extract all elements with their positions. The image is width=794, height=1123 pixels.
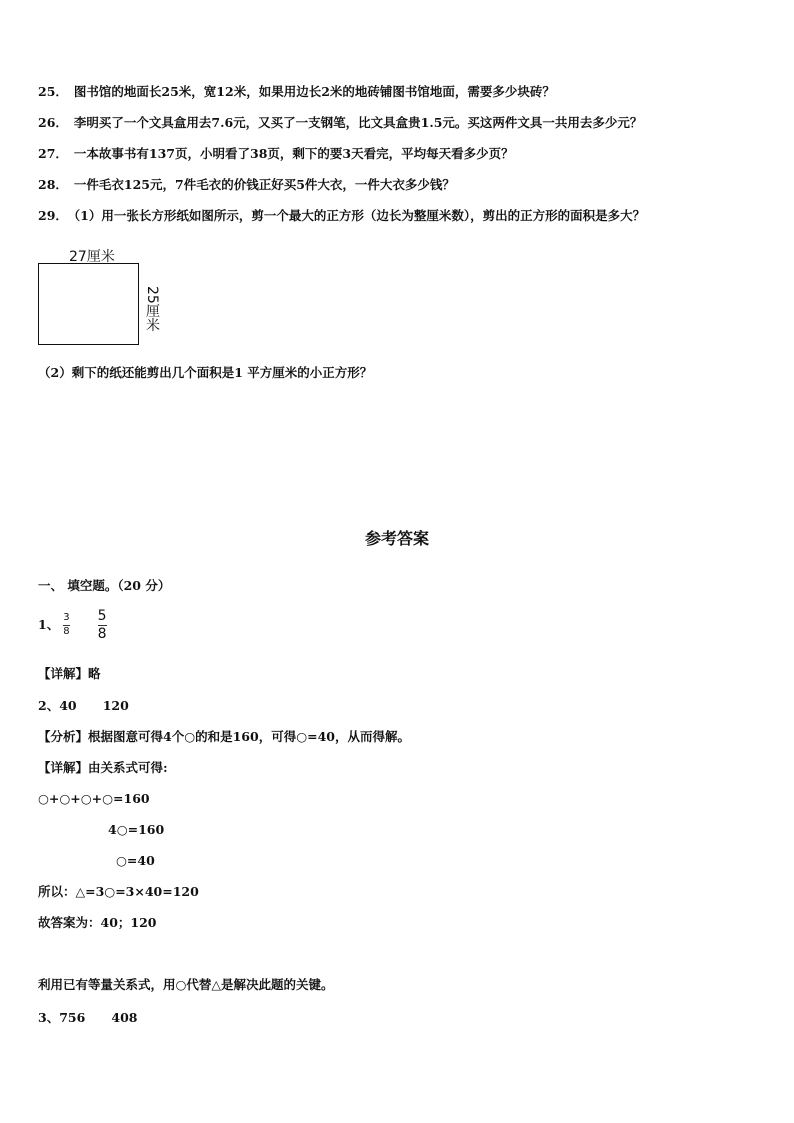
question-27 xyxy=(38,146,514,162)
equation-1: ○+○+○+○=160 xyxy=(38,791,150,806)
equation-2: 4○=160 xyxy=(108,822,165,837)
fraction-1 xyxy=(63,613,69,637)
answer-2-detail: 【详解】由关系式可得: xyxy=(38,760,168,775)
section-title: 一、 填空题。（20 分） xyxy=(38,578,171,593)
rectangle-shape xyxy=(38,263,139,345)
question-text: 一本故事书有137页，小明看了38页，剩下的要3天看完，平均每天看多少页？ xyxy=(73,146,514,161)
fraction-2 xyxy=(98,609,107,641)
answer-2-key: 利用已有等量关系式，用○代替△是解决此题的关键。 xyxy=(38,977,334,992)
fraction-numerator: 5 xyxy=(97,607,107,624)
question-number: 29． xyxy=(38,208,68,223)
width-label: 25厘米 xyxy=(144,286,160,332)
fraction-denominator: 8 xyxy=(97,625,107,642)
answer-2-so: 所以：△=3○=3×40=120 xyxy=(38,884,199,899)
answer-2: 2、40 120 xyxy=(38,698,129,713)
answer-number: 1、 xyxy=(38,617,60,632)
question-28 xyxy=(38,177,455,193)
fraction-numerator: 3 xyxy=(63,612,70,623)
question-text: 一件毛衣125元，7件毛衣的价钱正好买5件大衣，一件大衣多少钱？ xyxy=(73,177,455,192)
length-label: 27厘米 xyxy=(69,249,115,265)
question-29 xyxy=(38,208,645,224)
question-number: 27． xyxy=(38,146,68,161)
answer-3: 3、756 408 xyxy=(38,1010,138,1025)
answer-1-detail: 【详解】略 xyxy=(38,666,101,681)
question-text: 图书馆的地面长25米，宽12米，如果用边长2米的地砖铺图书馆地面，需要多少块砖？ xyxy=(73,84,555,99)
rectangle-figure xyxy=(38,246,168,350)
question-text: 李明买了一个文具盒用去7.6元，又买了一支钢笔，比文具盒贵1.5元。买这两件文具一共用去多少元？ xyxy=(73,115,643,130)
question-number: 25． xyxy=(38,84,68,99)
question-25 xyxy=(38,84,555,100)
question-number: 26． xyxy=(38,115,68,130)
fraction-denominator: 8 xyxy=(63,625,70,637)
question-26 xyxy=(38,115,642,131)
answer-1 xyxy=(38,607,107,642)
question-number: 28． xyxy=(38,177,68,192)
question-29-part2: （2）剩下的纸还能剪出几个面积是1 平方厘米的小正方形？ xyxy=(38,365,373,380)
answer-2-analysis: 【分析】根据图意可得4个○的和是160，可得○=40，从而得解。 xyxy=(38,729,410,744)
answer-2-final: 故答案为：40；120 xyxy=(38,915,157,930)
answers-heading: 参考答案 xyxy=(364,529,429,548)
question-text: （1）用一张长方形纸如图所示，剪一个最大的正方形（边长为整厘米数），剪出的正方形的面积是多大？ xyxy=(73,208,646,223)
equation-3: ○=40 xyxy=(116,853,155,868)
